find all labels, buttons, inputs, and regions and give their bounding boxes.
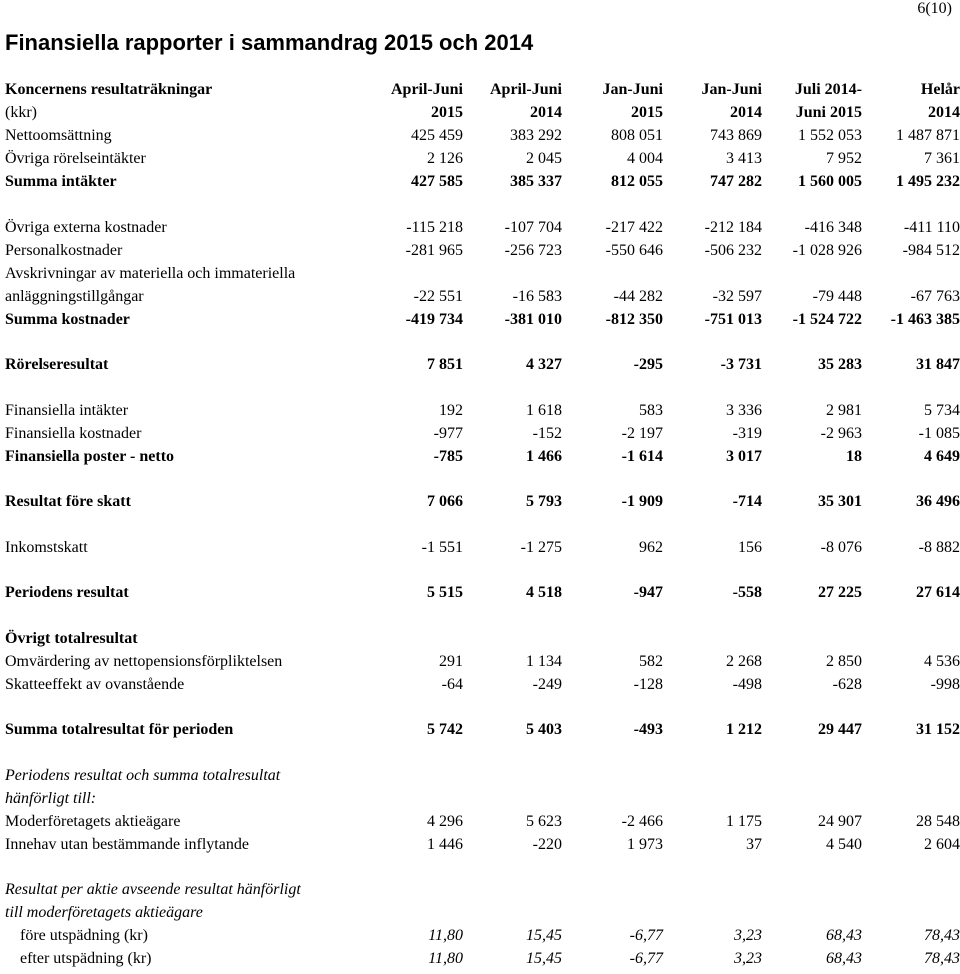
value-cell: 2 604 xyxy=(924,835,960,853)
value-cell: -212 184 xyxy=(704,218,762,236)
value-cell: 28 548 xyxy=(916,812,960,830)
row-label: Finansiella intäkter xyxy=(5,401,129,419)
value-cell: 383 292 xyxy=(510,127,562,144)
value-cell: 35 301 xyxy=(818,493,862,510)
table-row xyxy=(5,536,960,559)
value-cell: -628 xyxy=(832,675,862,693)
value-cell: 2 981 xyxy=(826,401,862,419)
value-cell: 15,45 xyxy=(526,950,562,967)
row-label: Nettoomsättning xyxy=(5,127,112,144)
table-row xyxy=(5,718,960,741)
value-cell: -506 232 xyxy=(704,241,762,259)
value-cell: 583 xyxy=(639,401,663,419)
table-row xyxy=(5,810,960,833)
row-label: hänförligt till: xyxy=(5,789,97,807)
column-header: April-Juni xyxy=(489,81,562,98)
value-cell: 2 268 xyxy=(726,652,762,670)
row-label: anläggningstillgångar xyxy=(5,287,144,305)
value-cell: 192 xyxy=(439,401,463,419)
value-cell: 29 447 xyxy=(818,721,862,738)
value-cell: 11,80 xyxy=(428,950,463,967)
value-cell: -947 xyxy=(633,584,663,601)
value-cell: 36 496 xyxy=(916,493,960,510)
row-label: Summa totalresultat för perioden xyxy=(5,721,234,738)
value-cell: -785 xyxy=(433,447,463,465)
value-cell: 4 540 xyxy=(826,835,862,853)
value-cell: -550 646 xyxy=(605,241,663,259)
value-cell: -32 597 xyxy=(712,287,762,305)
value-cell: 1 446 xyxy=(427,835,463,853)
section-heading xyxy=(5,878,960,901)
value-cell: -79 448 xyxy=(812,287,862,305)
unit-label: (kkr) xyxy=(5,104,37,121)
page-title: Finansiella rapporter i sammandrag 2015 och 2014 xyxy=(5,30,534,55)
value-cell: -416 348 xyxy=(804,218,862,236)
value-cell: 78,43 xyxy=(924,927,960,944)
value-cell: 7 361 xyxy=(924,150,960,167)
value-cell: 68,43 xyxy=(826,927,862,944)
value-cell: 4 649 xyxy=(924,447,960,465)
value-cell: 3 017 xyxy=(726,447,762,465)
value-cell: -64 xyxy=(441,675,463,693)
value-cell: 425 459 xyxy=(411,127,463,144)
value-cell: 7 851 xyxy=(427,356,463,373)
value-cell: -107 704 xyxy=(504,218,562,236)
row-label: Övriga externa kostnader xyxy=(5,218,167,236)
value-cell: 2 850 xyxy=(826,652,862,670)
value-cell: 27 225 xyxy=(818,584,862,601)
value-cell: -1 909 xyxy=(621,493,663,510)
value-cell: 4 296 xyxy=(427,812,463,830)
table-row xyxy=(5,833,960,856)
value-cell: 37 xyxy=(746,835,762,853)
value-cell: -751 013 xyxy=(704,310,762,328)
value-cell: 7 952 xyxy=(826,150,862,167)
value-cell: -256 723 xyxy=(504,241,562,259)
table-row xyxy=(5,262,960,285)
column-header: Juni 2015 xyxy=(795,104,862,121)
table-row xyxy=(5,422,960,445)
value-cell: 2 045 xyxy=(526,150,562,167)
table-row xyxy=(5,216,960,239)
value-cell: -1 524 722 xyxy=(792,310,862,328)
value-cell: 4 518 xyxy=(526,584,562,601)
value-cell: 1 552 053 xyxy=(798,127,862,144)
value-cell: 5 793 xyxy=(526,493,562,510)
spacer xyxy=(5,696,960,719)
value-cell: 962 xyxy=(639,538,663,556)
value-cell: 812 055 xyxy=(611,173,663,190)
value-cell: -493 xyxy=(633,721,663,738)
value-cell: 5 515 xyxy=(427,584,463,601)
value-cell: -381 010 xyxy=(504,310,562,328)
table-row xyxy=(5,924,960,947)
value-cell: -2 197 xyxy=(621,424,663,442)
value-cell: -115 218 xyxy=(406,218,463,236)
row-label: Rörelseresultat xyxy=(5,356,109,373)
value-cell: -498 xyxy=(732,675,762,693)
value-cell: 291 xyxy=(439,652,463,670)
value-cell: -44 282 xyxy=(613,287,663,305)
value-cell: -249 xyxy=(532,675,562,693)
table-row xyxy=(5,490,960,513)
table-header-row xyxy=(5,101,960,124)
value-cell: 1 212 xyxy=(726,721,762,738)
section-heading xyxy=(5,627,960,650)
row-label: Övriga rörelseintäkter xyxy=(5,150,146,167)
value-cell: 3 336 xyxy=(726,401,762,419)
value-cell: -1 275 xyxy=(520,538,562,556)
spacer xyxy=(5,604,960,627)
value-cell: -419 734 xyxy=(405,310,463,328)
value-cell: -22 551 xyxy=(413,287,463,305)
value-cell: 11,80 xyxy=(428,927,463,944)
value-cell: 2 126 xyxy=(427,150,463,167)
row-label: Periodens resultat xyxy=(5,584,129,601)
section-heading xyxy=(5,787,960,810)
value-cell: 5 742 xyxy=(427,721,463,738)
value-cell: -281 965 xyxy=(405,241,463,259)
value-cell: 3,23 xyxy=(734,927,762,944)
value-cell: -3 731 xyxy=(720,356,762,373)
table-row xyxy=(5,353,960,376)
column-header: Helår xyxy=(920,81,960,98)
value-cell: 5 734 xyxy=(924,401,960,419)
value-cell: -1 085 xyxy=(918,424,960,442)
value-cell: -714 xyxy=(732,493,762,510)
value-cell: 31 152 xyxy=(916,721,960,738)
value-cell: -16 583 xyxy=(512,287,562,305)
value-cell: 27 614 xyxy=(916,584,960,601)
value-cell: -812 350 xyxy=(605,310,663,328)
value-cell: 3 413 xyxy=(726,150,762,167)
row-label: Övrigt totalresultat xyxy=(5,629,138,647)
column-header: 2014 xyxy=(928,104,960,121)
column-header: April-Juni xyxy=(390,81,463,98)
value-cell: 5 403 xyxy=(526,721,562,738)
value-cell: -8 882 xyxy=(918,538,960,556)
spacer xyxy=(5,559,960,582)
value-cell: -977 xyxy=(433,424,463,442)
value-cell: 1 973 xyxy=(627,835,663,853)
spacer xyxy=(5,741,960,764)
value-cell: 15,45 xyxy=(526,927,562,944)
column-header: 2014 xyxy=(730,104,762,121)
row-label: till moderföretagets aktieägare xyxy=(5,904,203,921)
row-label: Periodens resultat och summa totalresultat xyxy=(5,766,281,784)
table-row xyxy=(5,124,960,147)
row-label: Personalkostnader xyxy=(5,241,123,259)
column-header: 2015 xyxy=(431,104,463,121)
value-cell: 1 560 005 xyxy=(798,173,862,190)
income-statement-table xyxy=(5,78,960,970)
table-row xyxy=(5,308,960,331)
value-cell: -1 551 xyxy=(421,538,463,556)
value-cell: 1 618 xyxy=(526,401,562,419)
value-cell: 582 xyxy=(639,652,663,670)
value-cell: -6,77 xyxy=(629,927,663,944)
section-heading xyxy=(5,764,960,787)
spacer xyxy=(5,193,960,216)
spacer xyxy=(5,468,960,491)
row-label: Summa kostnader xyxy=(5,310,130,328)
column-header: 2015 xyxy=(631,104,663,121)
value-cell: 68,43 xyxy=(826,950,862,967)
value-cell: 1 175 xyxy=(726,812,762,830)
table-row xyxy=(5,947,960,970)
value-cell: -1 614 xyxy=(621,447,663,465)
value-cell: -558 xyxy=(732,584,762,601)
row-label: Inkomstskatt xyxy=(5,538,88,556)
value-cell: -6,77 xyxy=(629,950,663,967)
spacer xyxy=(5,856,960,879)
value-cell: 1 466 xyxy=(526,447,562,465)
value-cell: 1 487 871 xyxy=(896,127,960,144)
table-row xyxy=(5,399,960,422)
value-cell: 1 134 xyxy=(526,652,562,670)
value-cell: 385 337 xyxy=(510,173,562,190)
row-label: Resultat före skatt xyxy=(5,493,131,510)
table-row xyxy=(5,650,960,673)
value-cell: -67 763 xyxy=(910,287,960,305)
value-cell: 4 004 xyxy=(627,150,663,167)
table-row xyxy=(5,285,960,308)
value-cell: 808 051 xyxy=(611,127,663,144)
spacer xyxy=(5,513,960,536)
row-label: Avskrivningar av materiella och immateriella xyxy=(5,264,296,282)
value-cell: -319 xyxy=(732,424,762,442)
value-cell: 4 327 xyxy=(526,356,562,373)
value-cell: 3,23 xyxy=(734,950,762,967)
row-label: Innehav utan bestämmande inflytande xyxy=(5,835,249,853)
section-heading xyxy=(5,901,960,924)
value-cell: 78,43 xyxy=(924,950,960,967)
column-header: Juli 2014- xyxy=(794,81,862,98)
value-cell: 24 907 xyxy=(818,812,862,830)
row-label: Moderföretagets aktieägare xyxy=(5,812,181,830)
column-header: Jan-Juni xyxy=(602,81,663,98)
row-label: Omvärdering av nettopensionsförpliktelsen xyxy=(5,652,283,670)
value-cell: 747 282 xyxy=(710,173,762,190)
table-row xyxy=(5,581,960,604)
row-label: Finansiella kostnader xyxy=(5,424,142,442)
value-cell: -8 076 xyxy=(820,538,862,556)
row-label: Skatteeffekt av ovanstående xyxy=(5,675,185,693)
value-cell: 18 xyxy=(846,447,862,465)
value-cell: -220 xyxy=(532,835,562,853)
row-label: Summa intäkter xyxy=(5,173,117,190)
value-cell: -295 xyxy=(633,356,663,373)
row-label: före utspädning (kr) xyxy=(20,927,148,944)
column-header: 2014 xyxy=(530,104,562,121)
value-cell: -2 963 xyxy=(820,424,862,442)
value-cell: 5 623 xyxy=(526,812,562,830)
value-cell: -1 463 385 xyxy=(890,310,960,328)
value-cell: -1 028 926 xyxy=(792,241,862,259)
value-cell: -998 xyxy=(930,675,960,693)
value-cell: -984 512 xyxy=(902,241,960,259)
spacer xyxy=(5,376,960,399)
value-cell: 743 869 xyxy=(710,127,762,144)
row-label: efter utspädning (kr) xyxy=(20,950,152,967)
value-cell: 1 495 232 xyxy=(896,173,960,190)
value-cell: 31 847 xyxy=(916,356,960,373)
value-cell: -128 xyxy=(633,675,663,693)
table-row xyxy=(5,147,960,170)
table-header-row xyxy=(5,78,960,101)
value-cell: 4 536 xyxy=(924,652,960,670)
table-row xyxy=(5,170,960,193)
table-row xyxy=(5,239,960,262)
row-label: Finansiella poster - netto xyxy=(5,447,175,465)
value-cell: -2 466 xyxy=(621,812,663,830)
spacer xyxy=(5,331,960,354)
column-header: Jan-Juni xyxy=(701,81,762,98)
value-cell: 427 585 xyxy=(411,173,463,190)
value-cell: -152 xyxy=(532,424,562,442)
value-cell: -411 110 xyxy=(903,218,960,236)
value-cell: -217 422 xyxy=(605,218,663,236)
table-row xyxy=(5,445,960,468)
table-title: Koncernens resultaträkningar xyxy=(5,81,213,98)
value-cell: 35 283 xyxy=(818,356,862,373)
value-cell: 7 066 xyxy=(427,493,463,510)
page-number: 6(10) xyxy=(917,0,952,17)
row-label: Resultat per aktie avseende resultat hänförligt xyxy=(5,881,301,898)
table-row xyxy=(5,673,960,696)
value-cell: 156 xyxy=(738,538,762,556)
